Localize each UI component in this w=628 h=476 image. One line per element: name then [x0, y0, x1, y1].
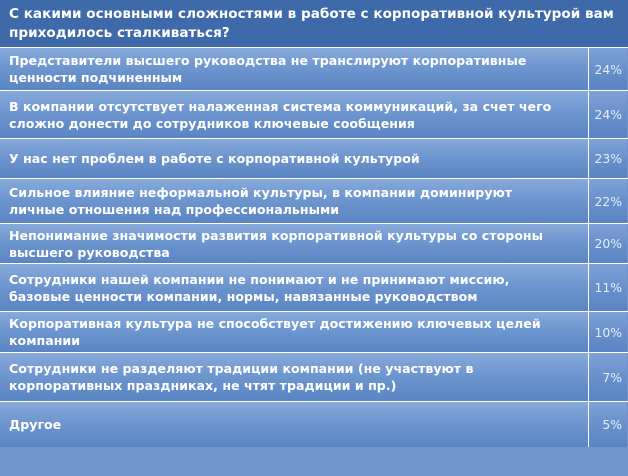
row-label: Представители высшего руководства не транслируют корпоративные ценности подчиненным — [0, 48, 588, 90]
table-row — [0, 138, 628, 178]
table-row — [0, 47, 628, 90]
row-value: 24% — [588, 48, 627, 90]
row-label: Другое — [0, 402, 588, 447]
table-row — [0, 311, 628, 352]
table-row — [0, 401, 628, 447]
row-value: 23% — [588, 139, 627, 178]
row-label: Сотрудники нашей компании не понимают и не принимают миссию, базовые ценности компании, нормы, навязанные руководством — [0, 264, 588, 311]
row-value: 22% — [588, 179, 627, 223]
row-label: Непонимание значимости развития корпоративной культуры со стороны высшего руководства — [0, 224, 588, 263]
table-row — [0, 352, 628, 401]
survey-rows — [0, 47, 628, 447]
row-label: Сотрудники не разделяют традиции компании (не участвуют в корпоративных праздниках, не чтят традиции и пр.) — [0, 353, 588, 401]
row-value: 7% — [588, 353, 627, 401]
row-value: 5% — [588, 402, 627, 447]
row-label: Корпоративная культура не способствует достижению ключевых целей компании — [0, 312, 588, 352]
row-value: 11% — [588, 264, 627, 311]
row-value: 20% — [588, 224, 627, 263]
row-label: Сильное влияние неформальной культуры, в компании доминируют личные отношения над профессиональными — [0, 179, 588, 223]
row-value: 10% — [588, 312, 627, 352]
row-label: В компании отсутствует налаженная система коммуникаций, за счет чего сложно донести до сотрудников ключевые сообщения — [0, 91, 588, 138]
row-label: У нас нет проблем в работе с корпоративной культурой — [0, 139, 588, 178]
survey-question-title: С какими основными сложностями в работе с корпоративной культурой вам приходилось сталкиваться? — [0, 0, 628, 47]
row-value: 24% — [588, 91, 627, 138]
table-row — [0, 263, 628, 311]
table-row — [0, 178, 628, 223]
table-row — [0, 223, 628, 263]
table-row — [0, 90, 628, 138]
